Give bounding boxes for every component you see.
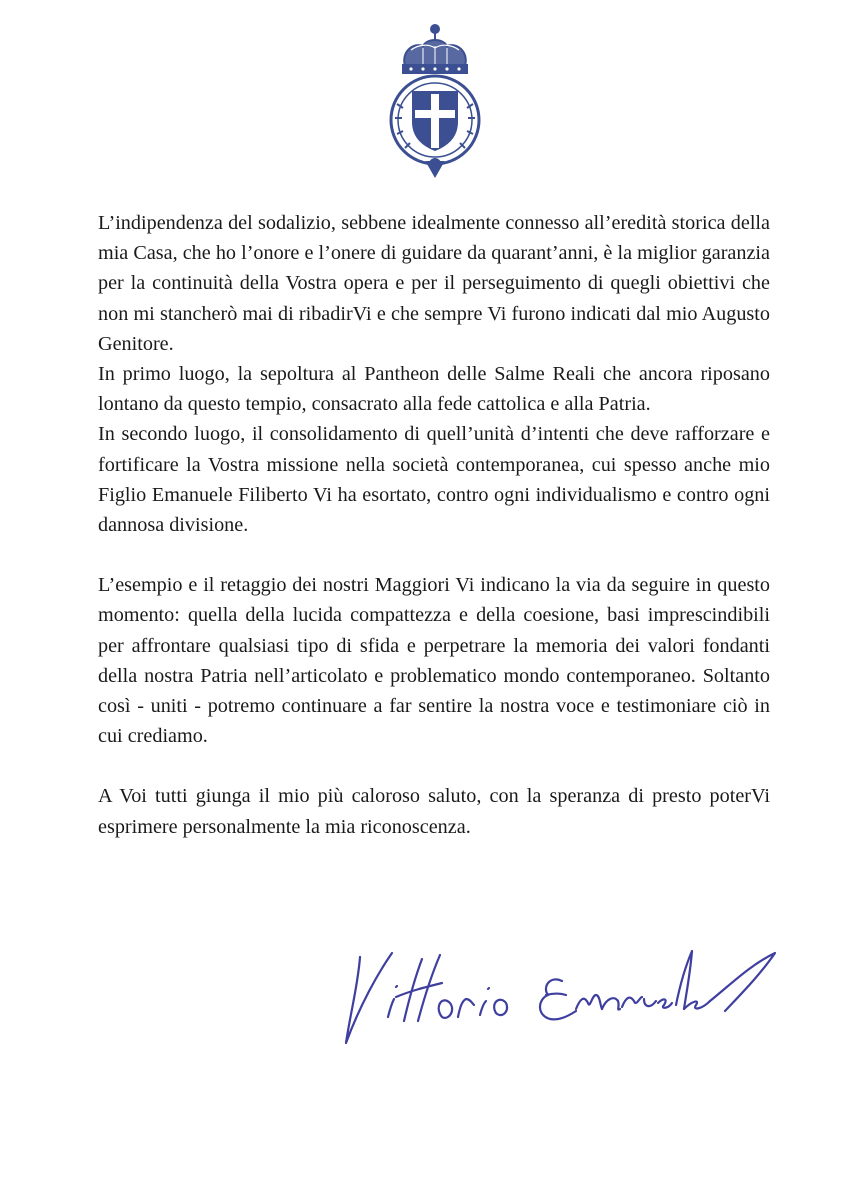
paragraph-greeting: A Voi tutti giunga il mio più caloroso saluto, con la speranza di presto poterVi esprimere personalmente la mia riconoscenza. — [98, 785, 770, 838]
savoy-crest-icon — [383, 22, 487, 178]
paragraph-example: L’esempio e il retaggio dei nostri Maggiori Vi indicano la via da seguire in questo momento: quella della lucida compattezza e della coesione, basi imprescindibili per affrontare qualsiasi tipo di sfida e perpetrare la memoria dei valori fondanti della nostra Patria nell’articolato e problematico mondo contemporaneo. Soltanto così - uniti - potremo continuare a far sentire la nostra voce e testimoniare ciò in cui crediamo. — [98, 574, 770, 748]
paragraph-second-objective: In secondo luogo, il consolidamento di quell’unità d’intenti che deve rafforzare e fortificare la Vostra missione nella società contemporanea, cui spesso anche mio Figlio Emanuele Filiberto Vi ha esortato, contro ogni individualismo e contro ogni dannosa divisione. — [98, 423, 770, 537]
paragraph-first-objective: In primo luogo, la sepoltura al Pantheon delle Salme Reali che ancora riposano lontano da questo tempio, consacrato alla fede cattolica e alla Patria. — [98, 363, 770, 416]
letter-body — [98, 208, 770, 842]
handwritten-signature — [330, 925, 790, 1055]
paragraph-independence: L’indipendenza del sodalizio, sebbene idealmente connesso all’eredità storica della mia Casa, che ho l’onore e l’onere di guidare da quarant’anni, è la miglior garanzia per la continuità della Vostra opera e per il perseguimento di quegli obiettivi che non mi stancherò mai di ribadirVi e che sempre Vi furono indicati dal mio Augusto Genitore. — [98, 212, 770, 355]
